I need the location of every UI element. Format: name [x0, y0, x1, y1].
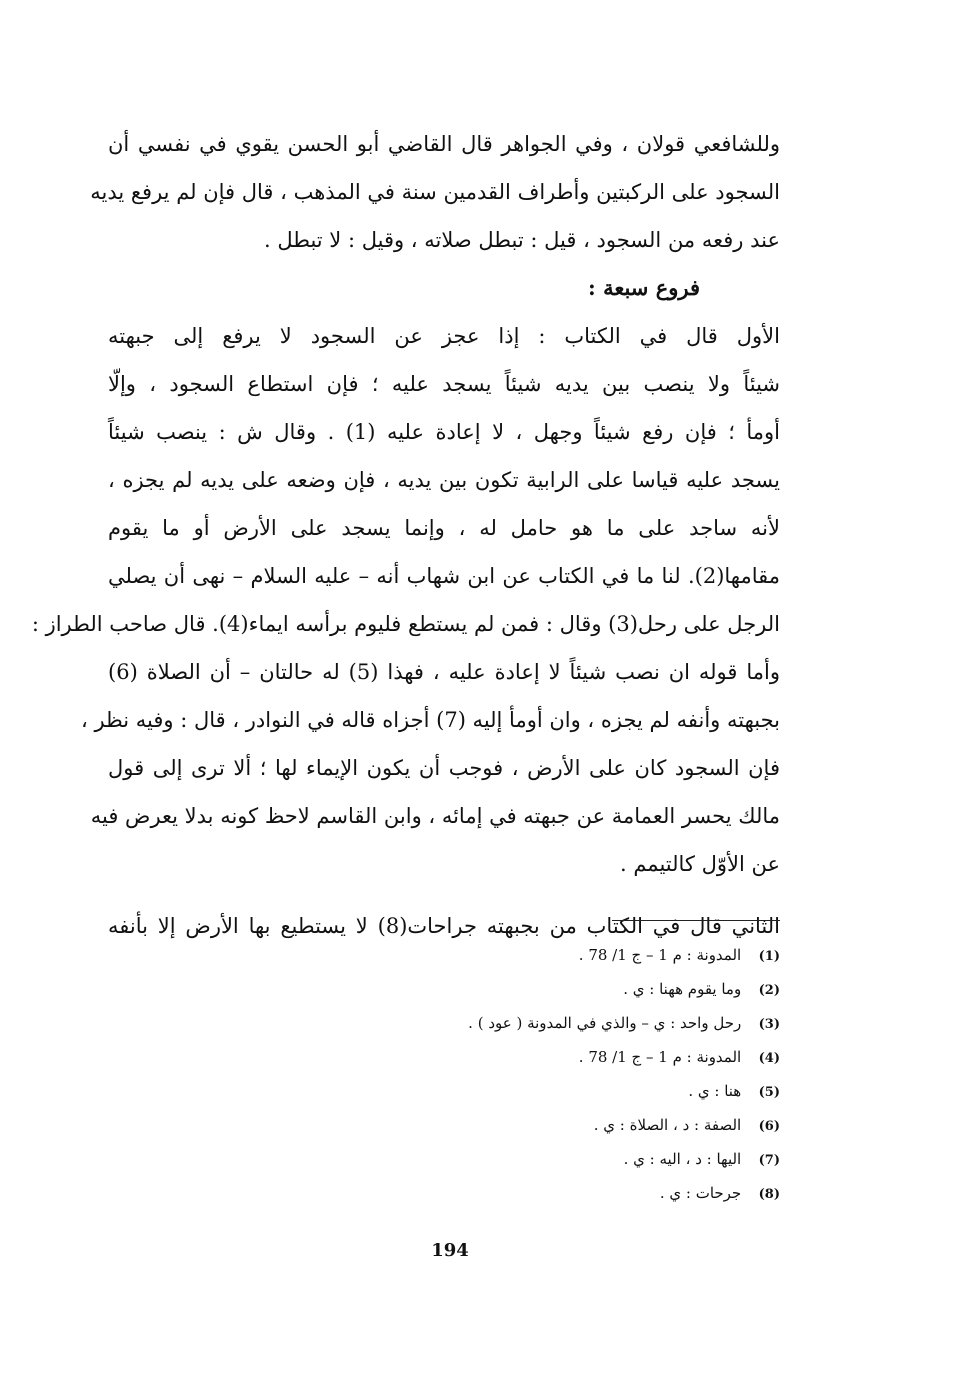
footnote-text: جرحات : ي .	[659, 1184, 742, 1202]
footnote-separator	[612, 920, 780, 921]
footnote	[360, 938, 780, 972]
main-text	[31, 120, 781, 950]
text-line: الثاني قال في الكتاب من بجبهته جراحات(8) لا يستطيع بها الأرض إلا بأنفه	[108, 914, 781, 938]
text-line: عن الأوّل كالتيمم .	[619, 852, 780, 876]
footnote-text: اليها : د ، اليه : ي .	[623, 1150, 742, 1168]
text-line: مالك يحسر العمامة عن جبهته في إمائه ، وابن القاسم لاحظ كونه بدلا يعرض فيه	[90, 804, 780, 828]
footnote-number: (7)	[758, 1153, 780, 1168]
footnote	[360, 1108, 780, 1142]
text-line: فإن السجود كان على الأرض ، فوجب أن يكون الإيماء لها ؛ ألا ترى إلى قول	[108, 756, 780, 780]
footnote-number: (2)	[758, 983, 780, 998]
text-line: عند رفعه من السجود ، قيل : تبطل صلاته ، وقيل : لا تبطل .	[263, 228, 780, 252]
footnote-text: المدونة : م 1 – ج 1/ 78 .	[578, 946, 742, 964]
text-line: يسجد عليه قياسا على الرابية تكون بين يديه ، فإن وضعه على يديه لم يجزه ،	[108, 468, 780, 492]
footnote-text: المدونة : م 1 – ج 1/ 78 .	[578, 1048, 742, 1066]
text-line: أومأ ؛ فإن رفع شيئاً وجهل ، لا إعادة عليه (1) . وقال ش : ينصب شيئاً	[108, 420, 780, 444]
text-line: مقامها(2). لنا ما في الكتاب عن ابن شهاب أنه – عليه السلام – نهى أن يصلي	[108, 564, 780, 588]
footnote	[360, 1142, 780, 1176]
footnote-text: هنا : ي .	[688, 1082, 742, 1100]
footnote-text: رحل واحد : ي – والذي في المدونة ( عود ) .	[468, 1014, 742, 1032]
footnote	[360, 972, 780, 1006]
footnotes	[360, 938, 780, 1210]
text-line: الرجل على رحل(3) وقال : فمن لم يستطع فليوم برأسه ايماء(4). قال صاحب الطراز :	[31, 612, 780, 636]
page-number: 194	[431, 1240, 469, 1261]
footnote	[360, 1176, 780, 1210]
footnote	[360, 1006, 780, 1040]
text-line: وأما قوله ان نصب شيئاً لا إعادة عليه ، فهذا (5) له حالتان – أن الصلاة (6)	[108, 660, 780, 684]
footnote	[360, 1074, 780, 1108]
footnote-number: (4)	[758, 1051, 780, 1066]
section-heading: فروع سبعة :	[588, 275, 700, 300]
footnote-text: الصفة : د ، الصلاة : ي .	[593, 1116, 742, 1134]
paragraph-gap	[108, 888, 780, 902]
text-line: شيئاً ولا ينصب بين يديه شيئاً يسجد عليه ؛ فإن استطاع السجود ، وإلّا	[108, 372, 780, 396]
footnote-number: (8)	[758, 1187, 780, 1202]
footnote	[360, 1040, 780, 1074]
footnote-number: (1)	[758, 949, 780, 964]
text-line: وللشافعي قولان ، وفي الجواهر قال القاضي أبو الحسن يقوي في نفسي أن	[108, 132, 780, 156]
text-line: بجبهته وأنفه لم يجزه ، وان أومأ إليه (7) أجزاه قاله في النوادر ، قال : وفيه نظر ،	[80, 708, 780, 732]
footnote-number: (6)	[758, 1119, 780, 1134]
footnote-number: (3)	[758, 1017, 780, 1032]
footnote-text: وما يقوم ههنا : ي .	[623, 980, 742, 998]
text-line: السجود على الركبتين وأطراف القدمين سنة في المذهب ، قال فإن لم يرفع يديه	[90, 180, 780, 204]
text-line: لأنه ساجد على ما هو حامل له ، وإنما يسجد على الأرض أو ما يقوم	[108, 516, 780, 540]
text-line: الأول قال في الكتاب : إذا عجز عن السجود لا يرفع إلى جبهته	[108, 324, 780, 348]
footnote-number: (5)	[758, 1085, 780, 1100]
